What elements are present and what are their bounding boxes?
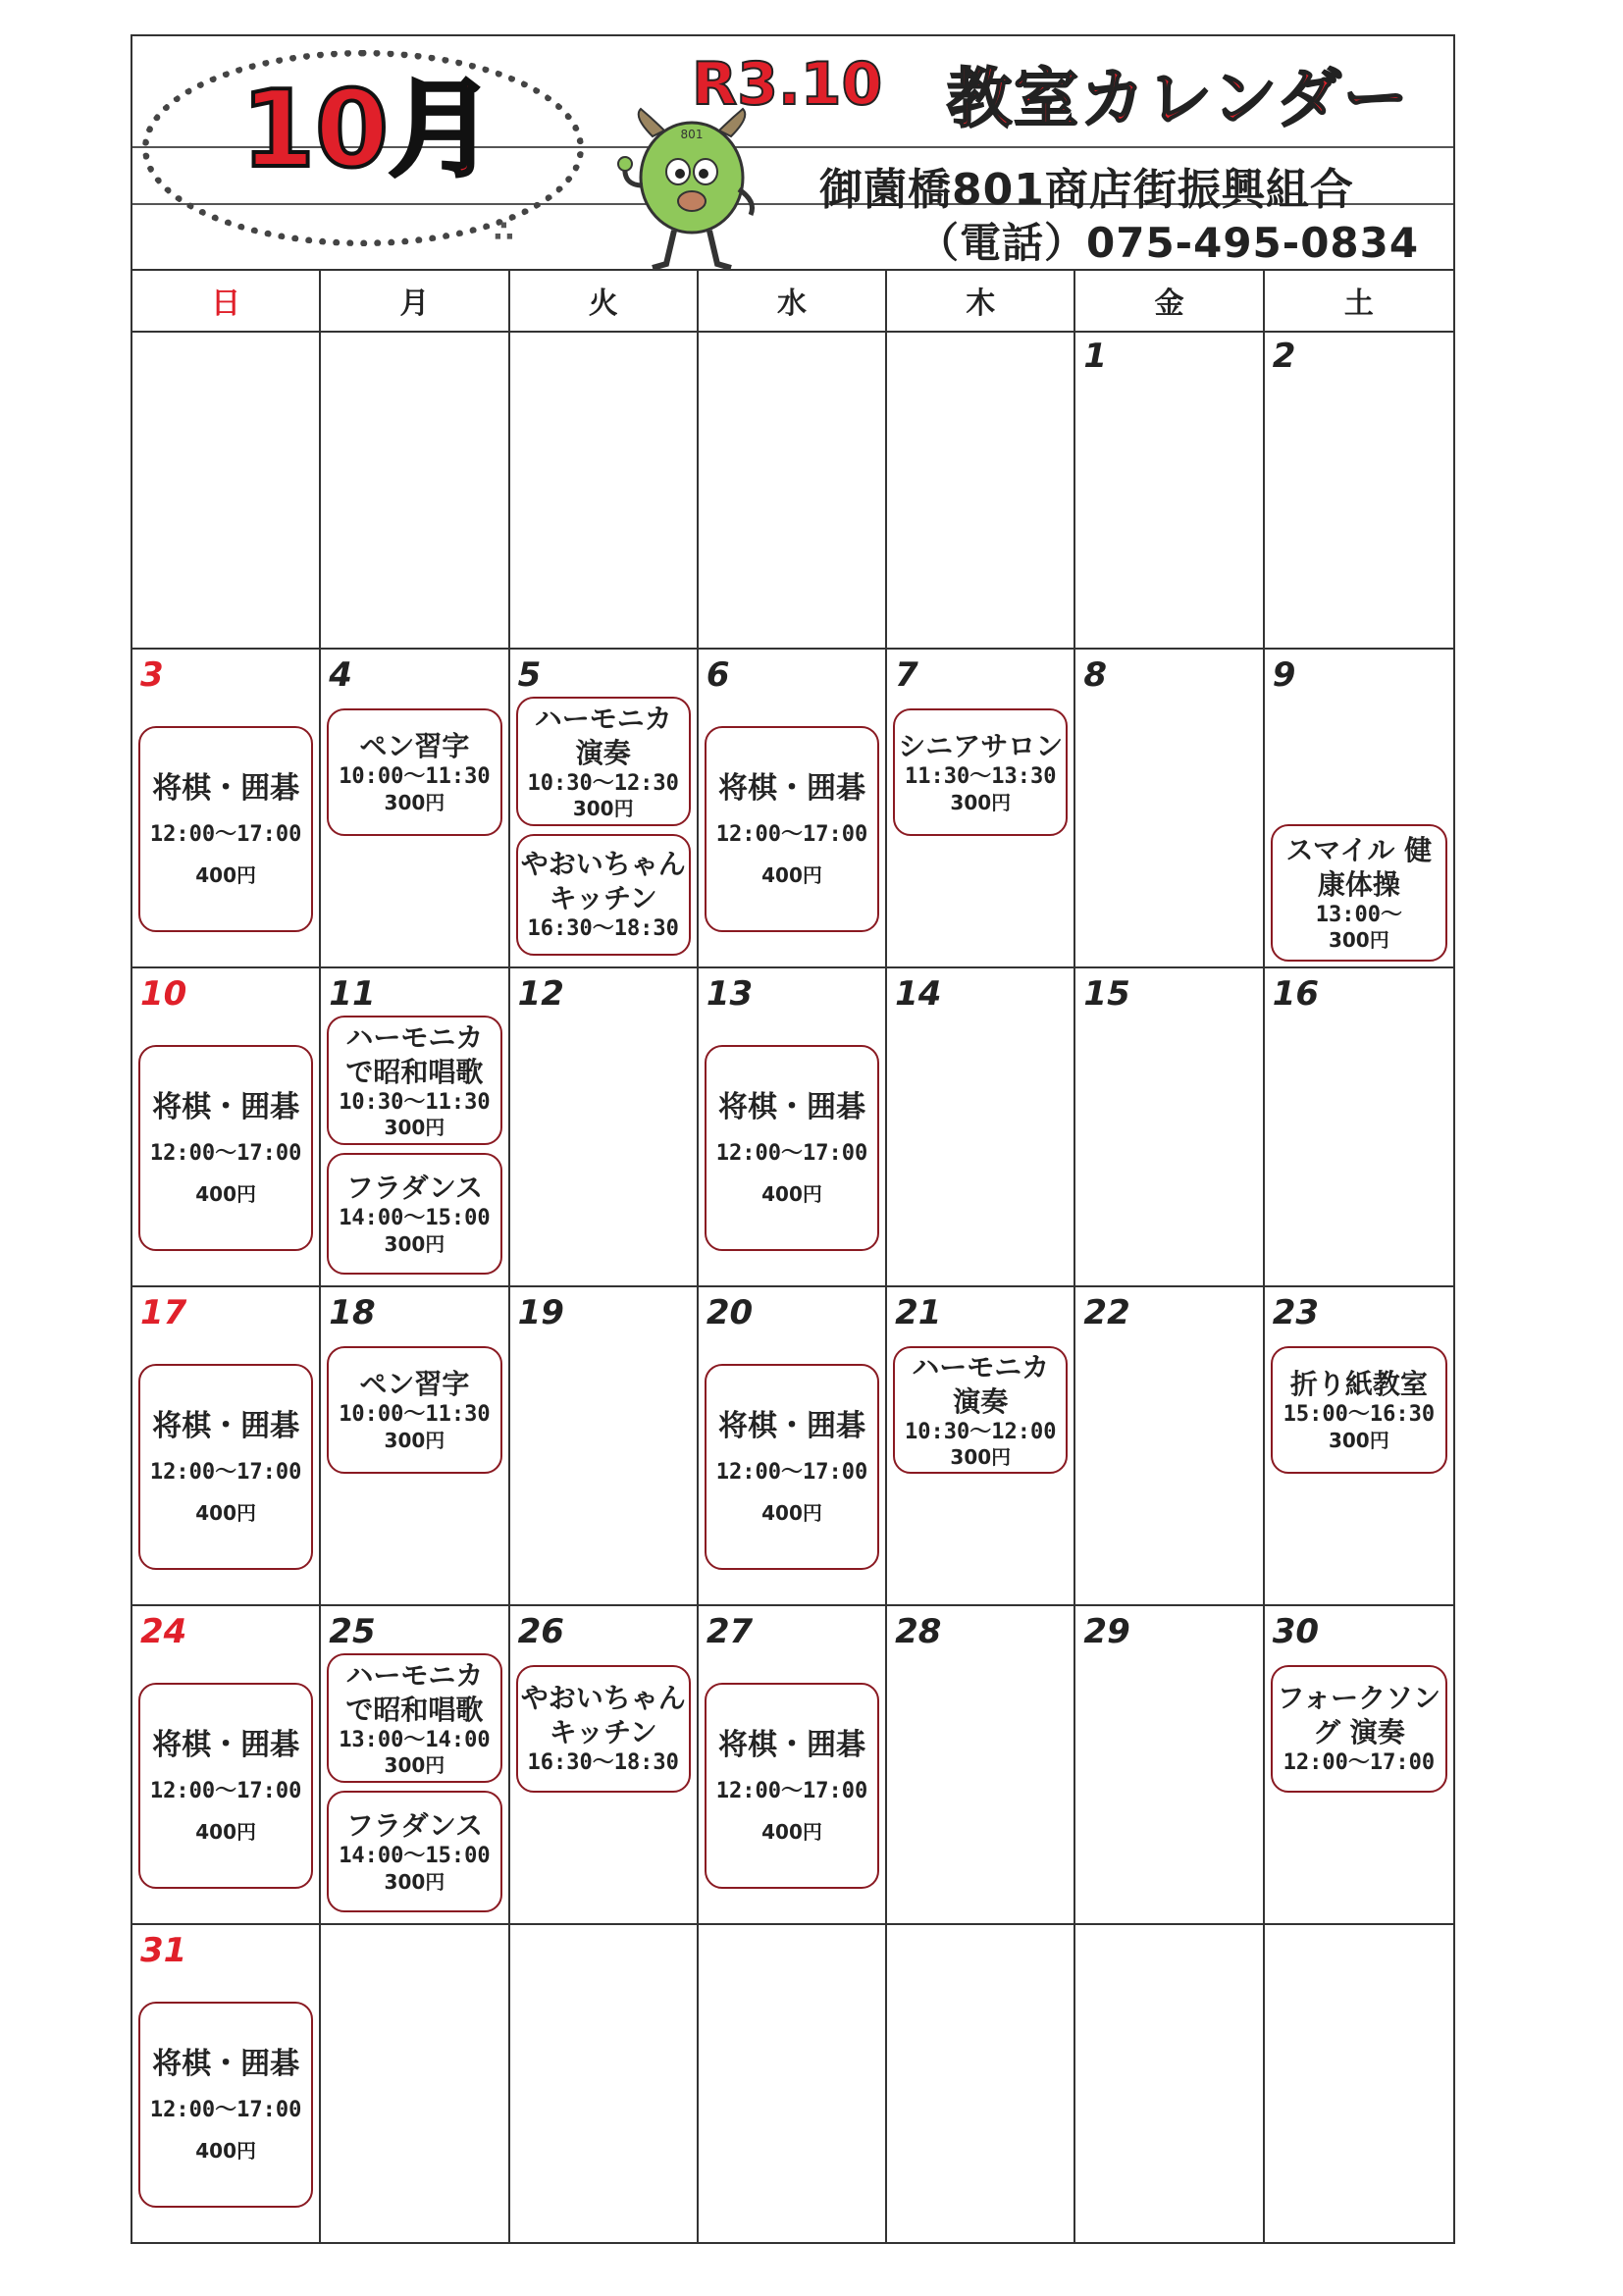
- calendar-day-cell: [1075, 968, 1264, 1287]
- event-title: シニアサロン: [898, 730, 1064, 763]
- phone-number: （電話）075-495-0834: [917, 219, 1420, 267]
- event-time: 16:30〜18:30: [527, 916, 679, 942]
- calendar-day-cell: [132, 1925, 321, 2244]
- calendar-sheet: [131, 34, 1455, 2244]
- calendar-day-cell: [510, 968, 699, 1287]
- class-event: [1271, 1346, 1447, 1474]
- calendar-day-cell: [887, 968, 1075, 1287]
- class-event: [327, 708, 501, 836]
- calendar-day-cell: [887, 1925, 1075, 2244]
- event-price: 400円: [195, 1501, 257, 1525]
- calendar-day-cell: [1075, 1925, 1264, 2244]
- calendar-day-cell: [321, 331, 509, 650]
- day-number: 7: [895, 655, 918, 695]
- class-event: [1271, 1665, 1447, 1793]
- event-price: 400円: [195, 863, 257, 887]
- calendar-day-cell: [510, 1606, 699, 1925]
- day-number: 8: [1083, 655, 1108, 695]
- day-number: 25: [329, 1612, 376, 1651]
- title-era: R3.10: [692, 50, 883, 119]
- day-number: 26: [517, 1612, 564, 1651]
- class-event: [705, 1364, 879, 1570]
- event-time: 14:00〜15:00: [339, 1844, 491, 1869]
- event-title: やおいちゃん キッチン: [520, 848, 686, 915]
- event-time: 10:30〜12:00: [905, 1419, 1057, 1444]
- event-title: フォークソング 演奏: [1277, 1682, 1441, 1749]
- event-price: 300円: [572, 797, 634, 821]
- organization-name: 御薗橋801商店街振興組合: [819, 165, 1354, 215]
- day-number: 18: [329, 1293, 376, 1332]
- calendar-day-cell: [1075, 331, 1264, 650]
- calendar-day-cell: [510, 1287, 699, 1606]
- calendar-day-cell: [887, 331, 1075, 650]
- event-time: 11:30〜13:30: [905, 764, 1057, 790]
- event-time: 12:00〜17:00: [715, 1459, 868, 1485]
- event-time: 12:00〜17:00: [715, 821, 868, 847]
- class-event: [327, 1153, 501, 1275]
- mascot-icon: [613, 107, 770, 274]
- event-price: 400円: [195, 1182, 257, 1206]
- event-title: 将棋・囲碁: [152, 771, 300, 806]
- event-title: 将棋・囲碁: [717, 1728, 865, 1762]
- calendar-day-cell: [321, 650, 509, 968]
- weekday-sat: 土: [1343, 286, 1374, 321]
- calendar-day-cell: [132, 968, 321, 1287]
- event-price: 300円: [384, 1116, 445, 1140]
- class-event: [893, 708, 1068, 836]
- event-time: 10:00〜11:30: [339, 764, 491, 790]
- calendar-day-cell: [321, 1606, 509, 1925]
- event-price: 300円: [384, 1428, 445, 1452]
- calendar-day-cell: [321, 1925, 509, 2244]
- event-title: 将棋・囲碁: [717, 771, 865, 806]
- calendar-day-cell: [887, 1606, 1075, 1925]
- event-time: 10:00〜11:30: [339, 1402, 491, 1428]
- event-time: 14:00〜15:00: [339, 1206, 491, 1231]
- calendar-day-cell: [1265, 331, 1453, 650]
- calendar-day-cell: [510, 650, 699, 968]
- event-title: ハーモニカ で昭和唱歌: [345, 1658, 484, 1726]
- calendar-day-cell: [1265, 650, 1453, 968]
- event-price: 300円: [384, 1753, 445, 1778]
- calendar-grid: [132, 331, 1453, 2244]
- calendar-day-cell: [699, 331, 887, 650]
- svg-text:801: 801: [680, 128, 704, 141]
- day-number: 15: [1083, 974, 1130, 1014]
- event-price: 300円: [950, 1445, 1012, 1470]
- day-number: 17: [140, 1293, 187, 1332]
- day-number: 27: [706, 1612, 754, 1651]
- day-number: 13: [706, 974, 754, 1014]
- event-title: 将棋・囲碁: [152, 2047, 300, 2081]
- class-event: [138, 2002, 313, 2208]
- calendar-day-cell: [699, 1287, 887, 1606]
- class-event: [138, 1683, 313, 1889]
- event-title: フラダンス: [345, 1809, 483, 1843]
- event-time: 12:00〜17:00: [149, 2097, 302, 2122]
- class-event: [893, 1346, 1068, 1474]
- class-event: [138, 726, 313, 932]
- class-event: [516, 697, 691, 826]
- event-time: 12:00〜17:00: [715, 1778, 868, 1803]
- class-event: [327, 1653, 501, 1783]
- day-number: 5: [517, 655, 542, 695]
- event-price: 300円: [384, 1869, 445, 1894]
- event-time: 16:30〜18:30: [527, 1750, 679, 1776]
- event-title: ハーモニカ 演奏: [534, 702, 672, 769]
- event-title: 将棋・囲碁: [152, 1090, 300, 1124]
- day-number: 10: [140, 974, 187, 1014]
- day-number: 19: [517, 1293, 564, 1332]
- event-title: スマイル 健康体操: [1285, 833, 1433, 901]
- class-event: [138, 1364, 313, 1570]
- calendar-day-cell: [132, 331, 321, 650]
- event-time: 15:00〜16:30: [1283, 1402, 1436, 1428]
- class-event: [327, 1346, 501, 1474]
- class-event: [705, 726, 879, 932]
- weekday-wed: 水: [699, 269, 887, 331]
- event-title: ペン習字: [359, 1368, 470, 1401]
- day-number: 20: [706, 1293, 754, 1332]
- event-title: 将棋・囲碁: [717, 1090, 865, 1124]
- calendar-day-cell: [1265, 1925, 1453, 2244]
- day-number: 3: [140, 655, 164, 695]
- day-number: 22: [1083, 1293, 1130, 1332]
- day-number: 23: [1272, 1293, 1320, 1332]
- calendar-header: [132, 36, 1453, 271]
- event-time: 10:30〜12:30: [527, 770, 679, 796]
- class-event: [516, 1665, 691, 1793]
- calendar-day-cell: [699, 968, 887, 1287]
- calendar-day-cell: [1075, 650, 1264, 968]
- day-number: 11: [329, 974, 376, 1014]
- event-time: 13:00〜: [1315, 902, 1402, 927]
- page-title: 教室カレンダー: [947, 61, 1410, 136]
- calendar-day-cell: [132, 1287, 321, 1606]
- class-event: [327, 1016, 501, 1145]
- event-title: ペン習字: [359, 730, 470, 763]
- weekday-sun: 日: [132, 269, 321, 331]
- event-price: 400円: [195, 1820, 257, 1844]
- event-title: やおいちゃん キッチン: [520, 1682, 686, 1749]
- calendar-day-cell: [1265, 1606, 1453, 1925]
- calendar-day-cell: [1265, 968, 1453, 1287]
- class-event: [705, 1045, 879, 1251]
- day-number: 2: [1272, 337, 1296, 376]
- day-number: 24: [140, 1612, 187, 1651]
- calendar-day-cell: [887, 1287, 1075, 1606]
- event-title: 折り紙教室: [1289, 1368, 1428, 1401]
- calendar-day-cell: [132, 1606, 321, 1925]
- bubble-tail-icon: ∴: [494, 215, 518, 249]
- event-time: 10:30〜11:30: [339, 1089, 491, 1115]
- day-number: 12: [517, 974, 564, 1014]
- event-price: 300円: [950, 790, 1012, 814]
- weekday-mon: 月: [321, 269, 509, 331]
- calendar-day-cell: [321, 1287, 509, 1606]
- event-price: 300円: [384, 1231, 445, 1256]
- calendar-day-cell: [510, 331, 699, 650]
- day-number: 28: [895, 1612, 942, 1651]
- day-number: 21: [895, 1293, 942, 1332]
- event-title: 将棋・囲碁: [152, 1409, 300, 1443]
- calendar-day-cell: [1265, 1287, 1453, 1606]
- event-title: 将棋・囲碁: [152, 1728, 300, 1762]
- event-time: 13:00〜14:00: [339, 1727, 491, 1752]
- day-number: 1: [1083, 337, 1108, 376]
- event-price: 400円: [761, 1501, 822, 1525]
- calendar-day-cell: [887, 650, 1075, 968]
- event-title: ハーモニカ で昭和唱歌: [345, 1020, 484, 1088]
- day-number: 31: [140, 1931, 187, 1970]
- class-event: [516, 834, 691, 956]
- event-time: 12:00〜17:00: [149, 1778, 302, 1803]
- event-time: 12:00〜17:00: [149, 1140, 302, 1166]
- day-number: 6: [706, 655, 730, 695]
- event-time: 12:00〜17:00: [149, 821, 302, 847]
- day-number: 16: [1272, 974, 1320, 1014]
- weekday-fri: 金: [1075, 269, 1264, 331]
- class-event: [327, 1791, 501, 1912]
- calendar-day-cell: [699, 650, 887, 968]
- event-title: ハーモニカ 演奏: [912, 1350, 1050, 1418]
- class-event: [705, 1683, 879, 1889]
- event-price: 400円: [761, 863, 822, 887]
- class-event: [138, 1045, 313, 1251]
- event-time: 12:00〜17:00: [149, 1459, 302, 1485]
- calendar-day-cell: [1075, 1606, 1264, 1925]
- day-number: 9: [1272, 655, 1296, 695]
- day-number: 30: [1272, 1612, 1320, 1651]
- event-price: 300円: [1328, 1428, 1389, 1452]
- calendar-day-cell: [1075, 1287, 1264, 1606]
- day-number: 29: [1083, 1612, 1130, 1651]
- calendar-day-cell: [699, 1606, 887, 1925]
- class-event: [1271, 824, 1447, 962]
- day-number: 4: [329, 655, 352, 695]
- event-price: 400円: [761, 1820, 822, 1844]
- calendar-day-cell: [132, 650, 321, 968]
- event-price: 400円: [761, 1182, 822, 1206]
- event-title: フラダンス: [345, 1172, 483, 1205]
- weekday-header: [132, 269, 1453, 333]
- event-price: 300円: [384, 790, 445, 814]
- day-number: 14: [895, 974, 942, 1014]
- weekday-tue: 火: [510, 269, 699, 331]
- event-price: 400円: [195, 2139, 257, 2163]
- month-label: 10月: [240, 69, 496, 191]
- event-time: 12:00〜17:00: [1283, 1750, 1436, 1776]
- calendar-day-cell: [510, 1925, 699, 2244]
- calendar-day-cell: [321, 968, 509, 1287]
- event-price: 300円: [1328, 928, 1389, 953]
- weekday-thu: 木: [887, 269, 1075, 331]
- calendar-day-cell: [699, 1925, 887, 2244]
- event-time: 12:00〜17:00: [715, 1140, 868, 1166]
- event-title: 将棋・囲碁: [717, 1409, 865, 1443]
